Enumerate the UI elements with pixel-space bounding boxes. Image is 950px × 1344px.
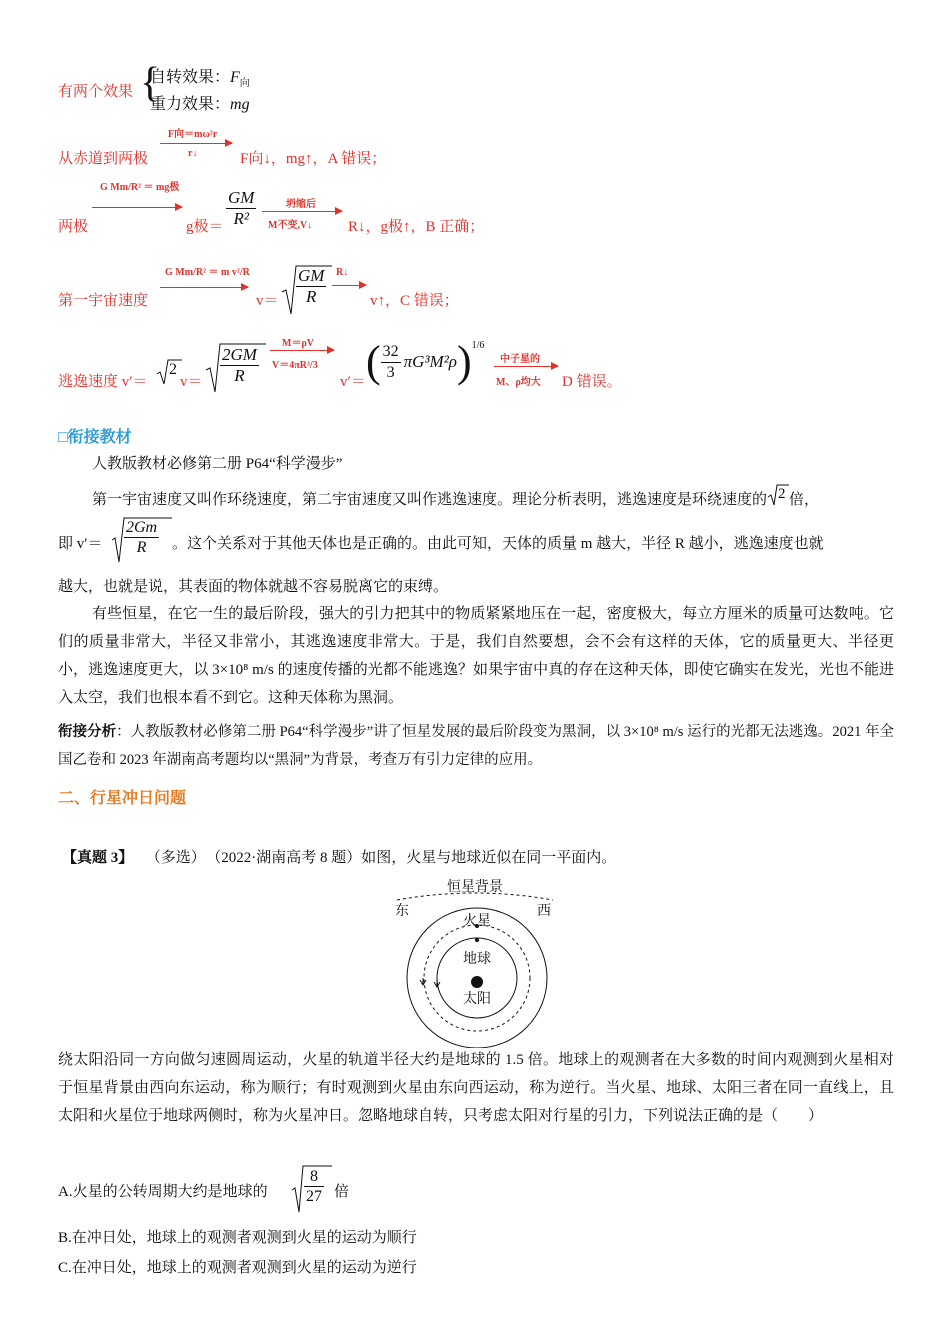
bridge-heading: □衔接教材 [58, 429, 132, 446]
poles-arrow2-top: 坍缩后 [286, 199, 316, 210]
brace: { [140, 60, 161, 106]
option-b[interactable]: B.在冲日处，地球上的观测者观测到火星的运动为顺行 [58, 1230, 417, 1246]
escape-arrow2-top: 中子星的 [500, 354, 540, 365]
poles-g: g极＝ [186, 219, 224, 235]
first-speed-arrow2 [332, 285, 366, 286]
figure-west: 西 [537, 904, 551, 919]
bridge-source: 人教版教材必修第二册 P64“科学漫步” [92, 456, 343, 472]
bridge-p1-line2: 即 v′＝ $\frac{2Gm}{R}$ 。这个关系对于其他天体也是正确的。由此可知，天体的质量 m 越大，半径 R 越小，逃逸速度也就 [58, 516, 894, 566]
first-speed-v: v＝ [256, 293, 279, 309]
figure-earth: 地球 [463, 952, 491, 967]
first-speed-arrow1 [160, 287, 248, 288]
escape-vprime: v′＝ [340, 374, 366, 390]
escape-arrow1-bottom: V＝4πR³/3 [272, 360, 318, 371]
poles-arrow2-bottom: M不变,V↓ [268, 220, 313, 231]
poles-arrow2 [262, 211, 342, 212]
first-speed-label: 第一宇宙速度 [58, 293, 149, 309]
question-header: 【真题 3】 （多选） （2022·湖南高考 8 题）如图，火星与地球近似在同一平面内。 [62, 850, 617, 866]
first-speed-result: v↑，C 错误； [370, 293, 459, 309]
orbit-figure [385, 868, 565, 1048]
poles-result: R↓，g极↑，B 正确； [348, 219, 485, 235]
effect-gravity: 重力效果：mg [150, 96, 250, 113]
bridge-analysis: 衔接分析：人教版教材必修第二册 P64“科学漫步”讲了恒星发展的最后阶段变为黑洞，以 3×10⁸ m/s 运行的光都无法逃逸。2021 年全国乙卷和 2023 年湖南高考题均以“黑洞”为背景，考查万有引力定律的应用。 [58, 724, 895, 768]
bridge-p1-line1: 第一宇宙速度又叫作环绕速度，第二宇宙速度又叫作逃逸速度。理论分析表明，逃逸速度是环绕速度的 2 倍， [92, 486, 820, 508]
escape-arrow2-bottom: M、ρ均大 [496, 377, 541, 388]
escape-label: 逃逸速度 v′＝ [58, 374, 148, 390]
first-speed-arrow2-top: R↓ [336, 267, 349, 278]
poles-arrow1 [92, 207, 182, 208]
figure-background: 恒星背景 [447, 880, 503, 895]
escape-big-expression: ( $\frac{32}{3}$ πG³M²ρ)$^{1/6}$ [366, 337, 485, 386]
effects-label: 有两个效果 [58, 84, 134, 100]
section-two-heading: 二、行星冲日问题 [58, 790, 187, 807]
equator-arrow-bottom: r↓ [188, 148, 198, 159]
poles-arrow1-top: G Mm/R² ＝ mg极 [100, 182, 180, 193]
effect-rotation: 自转效果：$F_向$ [150, 69, 250, 90]
equator-result: F向↓，mg↑，A 错误； [240, 151, 387, 167]
poles-label: 两极 [58, 219, 89, 235]
escape-v: v＝ [180, 374, 203, 390]
equator-arrow [160, 143, 232, 144]
option-a[interactable]: A.火星的公转周期大约是地球的 $\frac{8}{27}$ 倍 [58, 1164, 458, 1216]
bridge-p1-line3: 越大，也就是说，其表面的物体就越不容易脱离它的束缚。 [58, 579, 449, 595]
option-c[interactable]: C.在冲日处，地球上的观测者观测到火星的运动为逆行 [58, 1260, 417, 1276]
first-speed-arrow1-top: G Mm/R² ＝ m v²/R [165, 267, 250, 278]
figure-sun: 太阳 [463, 992, 491, 1007]
equator-label: 从赤道到两极 [58, 151, 149, 167]
figure-east: 东 [395, 904, 409, 919]
escape-arrow1 [270, 350, 334, 351]
figure-mars: 火星 [463, 914, 491, 929]
escape-arrow2 [494, 366, 558, 367]
bridge-p2: 有些恒星，在它一生的最后阶段，强大的引力把其中的物质紧紧地压在一起，密度极大，每立方厘米的质量可达数吨。它们的质量非常大，半径又非常小，其逃逸速度非常大。于是，我们自然要想，会不会有这样的天体，它的质量更大、半径更小，逃逸速度更大，以 3×10⁸ m/s 的速度传播的光都不能逃逸？如果宇宙中真的存在这种天体，即使它确实在发光，光也不能进入太空，我们也根本看不到它。这种天体称为黑洞。 [58, 606, 894, 706]
poles-fraction: $\frac{GM}{\text{R²}}$ [228, 188, 255, 229]
equator-arrow-top: F向＝mω²r [168, 129, 218, 140]
escape-result: D 错误。 [562, 374, 622, 390]
question-body: 绕太阳沿同一方向做匀速圆周运动，火星的轨道半径大约是地球的 1.5 倍。地球上的观测者在大多数的时间内观测到火星相对于恒星背景由西向东运动，称为顺行；有时观测到火星由东向西运动，称为逆行。当火星、地球、太阳三者在同一直线上，且太阳和火星位于地球两侧时，称为火星冲日。忽略地球自转，只考虑太阳对行星的引力，下列说法正确的是（ ） [58, 1052, 894, 1124]
escape-arrow1-top: M＝ρV [282, 338, 315, 349]
